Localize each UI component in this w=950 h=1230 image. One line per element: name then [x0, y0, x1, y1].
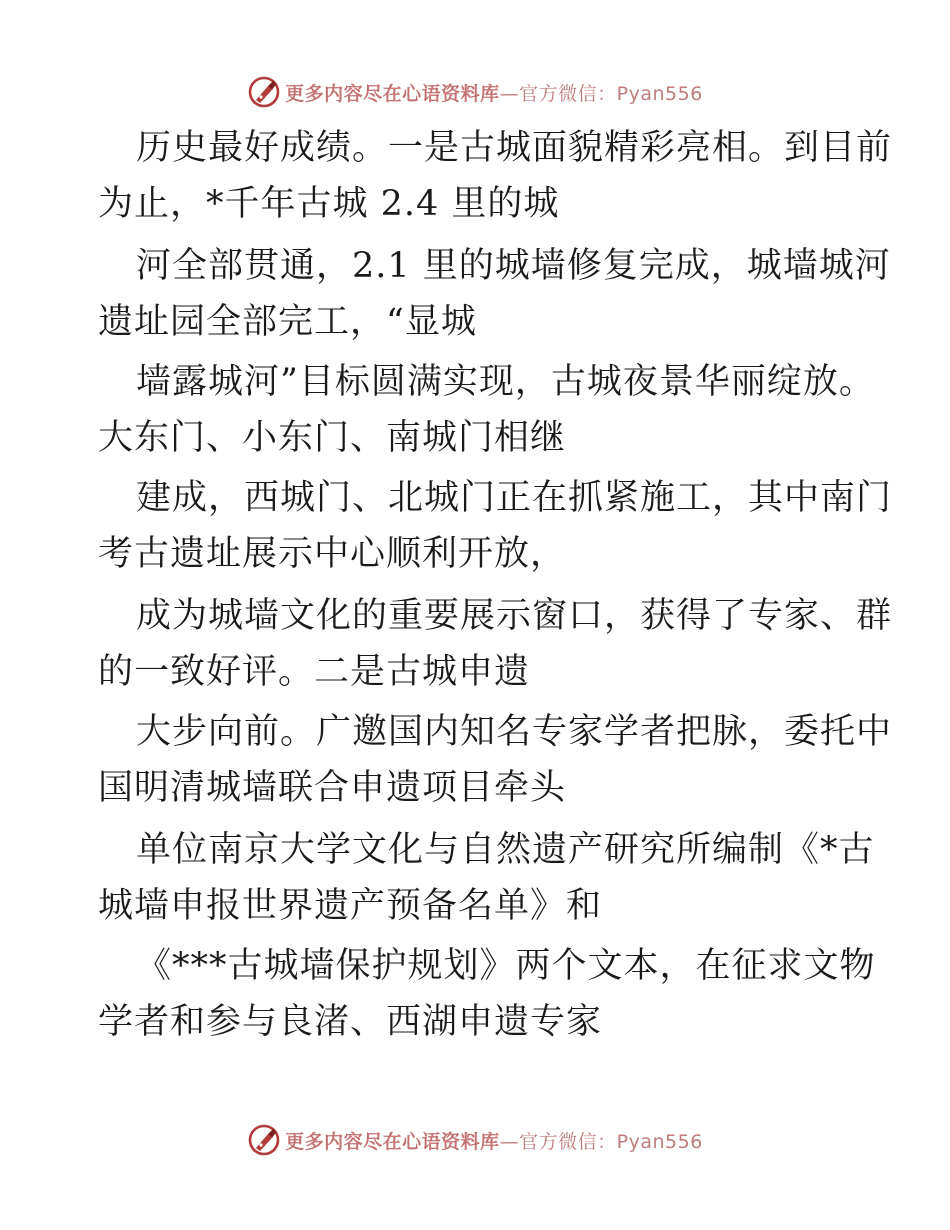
- body-line: 成为城墙文化的重要展示窗口，获得了专家、群: [136, 596, 893, 636]
- banner-site-text: 更多内容尽在心语资料库: [285, 82, 500, 105]
- banner-dash: —: [499, 82, 520, 105]
- body-line: 历史最好成绩。一是古城面貌精彩亮相。到目前: [136, 128, 893, 168]
- body-line: 城墙申报世界遗产预备名单》和: [98, 886, 603, 926]
- body-line: 墙露城河”目标圆满实现，古城夜景华丽绽放。: [136, 362, 875, 402]
- body-line: 河全部贯通，2.1 里的城墙修复完成，城墙城河: [136, 246, 891, 286]
- footer-banner: [0, 1120, 950, 1160]
- body-line: 学者和参与良渚、西湖申遗专家: [98, 1002, 603, 1042]
- body-line: 单位南京大学文化与自然遗产研究所编制《*古: [136, 830, 875, 870]
- banner-dash: —: [499, 1130, 520, 1153]
- banner-contact-text: 官方微信：Pyan556: [519, 1130, 703, 1153]
- banner-text: [285, 79, 703, 106]
- pen-nib-logo-icon: [247, 75, 281, 109]
- body-line: 的一致好评。二是古城申遗: [98, 652, 531, 692]
- banner-text: [285, 1127, 703, 1154]
- body-line: 国明清城墙联合申遗项目牵头: [98, 768, 567, 808]
- body-line: 遗址园全部完工，“显城: [98, 302, 477, 342]
- body-line: 大东门、小东门、南城门相继: [98, 418, 567, 458]
- body-line: 建成，西城门、北城门正在抓紧施工，其中南门: [136, 478, 893, 518]
- banner-site-text: 更多内容尽在心语资料库: [285, 1130, 500, 1153]
- body-line: 《***古城墙保护规划》两个文本，在征求文物: [136, 946, 876, 986]
- body-line: 为止，*千年古城 2.4 里的城: [98, 184, 560, 224]
- pen-nib-logo-icon: [247, 1123, 281, 1157]
- header-banner: [0, 72, 950, 112]
- banner-contact-text: 官方微信：Pyan556: [519, 82, 703, 105]
- body-line: 大步向前。广邀国内知名专家学者把脉，委托中: [136, 712, 893, 752]
- body-line: 考古遗址展示中心顺利开放，: [98, 534, 567, 574]
